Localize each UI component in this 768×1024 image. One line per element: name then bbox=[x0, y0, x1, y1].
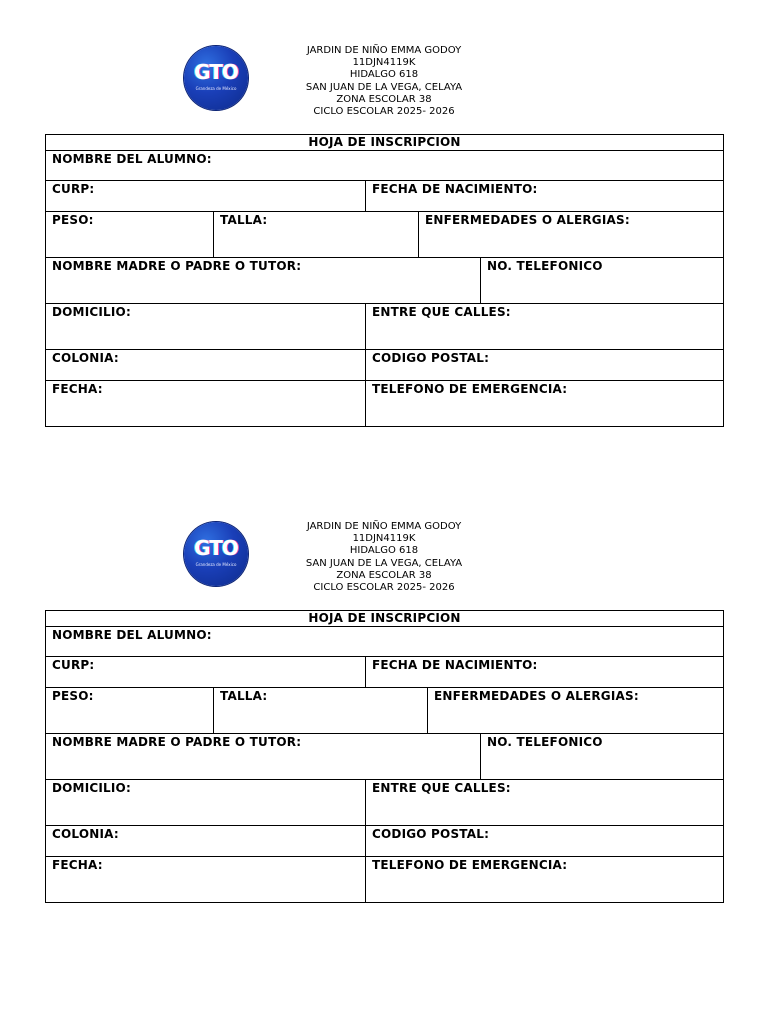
curp-label: CURP: bbox=[52, 182, 95, 196]
logo-subtext: Grandeza de México bbox=[195, 562, 237, 567]
enrollment-form-1 bbox=[45, 44, 723, 427]
neighborhood-label: COLONIA: bbox=[52, 827, 119, 841]
illnesses-field[interactable] bbox=[419, 212, 724, 258]
illnesses-label: ENFERMEDADES O ALERGIAS: bbox=[425, 213, 630, 227]
birthdate-label: FECHA DE NACIMIENTO: bbox=[372, 658, 538, 672]
school-zone: ZONA ESCOLAR 38 bbox=[336, 569, 432, 581]
address-field[interactable] bbox=[46, 780, 366, 826]
postal-code-label: CODIGO POSTAL: bbox=[372, 351, 490, 365]
date-label: FECHA: bbox=[52, 858, 103, 872]
gto-logo bbox=[184, 46, 248, 110]
emergency-phone-label: TELEFONO DE EMERGENCIA: bbox=[372, 858, 568, 872]
school-name: JARDIN DE NIÑO EMMA GODOY bbox=[306, 45, 462, 56]
school-street: HIDALGO 618 bbox=[349, 545, 419, 557]
neighborhood-field[interactable] bbox=[46, 350, 366, 381]
phone-field[interactable] bbox=[481, 258, 724, 304]
date-label: FECHA: bbox=[52, 382, 103, 396]
weight-field[interactable] bbox=[46, 688, 214, 734]
curp-field[interactable] bbox=[46, 657, 366, 688]
school-name: JARDIN DE NIÑO EMMA GODOY bbox=[306, 521, 462, 532]
logo-text: GTO bbox=[194, 60, 238, 84]
illnesses-field[interactable] bbox=[428, 688, 724, 734]
phone-field[interactable] bbox=[481, 734, 724, 780]
emergency-phone-field[interactable] bbox=[366, 857, 724, 903]
school-city: SAN JUAN DE LA VEGA, CELAYA bbox=[305, 81, 463, 93]
enrollment-table bbox=[45, 134, 724, 427]
school-street: HIDALGO 618 bbox=[349, 69, 419, 81]
student-name-label: NOMBRE DEL ALUMNO: bbox=[52, 152, 212, 166]
gto-logo bbox=[184, 522, 248, 586]
birthdate-field[interactable] bbox=[366, 181, 724, 212]
phone-label: NO. TELEFONICO bbox=[487, 259, 603, 273]
neighborhood-label: COLONIA: bbox=[52, 351, 119, 365]
weight-field[interactable] bbox=[46, 212, 214, 258]
postal-code-label: CODIGO POSTAL: bbox=[372, 827, 490, 841]
height-field[interactable] bbox=[214, 688, 428, 734]
emergency-phone-label: TELEFONO DE EMERGENCIA: bbox=[372, 382, 568, 396]
date-field[interactable] bbox=[46, 381, 366, 427]
school-info bbox=[280, 45, 488, 118]
form-header bbox=[45, 520, 723, 610]
height-label: TALLA: bbox=[220, 213, 268, 227]
school-zone: ZONA ESCOLAR 38 bbox=[336, 93, 432, 105]
address-label: DOMICILIO: bbox=[52, 305, 131, 319]
birthdate-label: FECHA DE NACIMIENTO: bbox=[372, 182, 538, 196]
cross-streets-label: ENTRE QUE CALLES: bbox=[372, 305, 511, 319]
cross-streets-label: ENTRE QUE CALLES: bbox=[372, 781, 511, 795]
form-header bbox=[45, 44, 723, 134]
student-name-field[interactable] bbox=[46, 627, 724, 657]
school-code: 11DJN4119K bbox=[352, 533, 416, 545]
enrollment-form-2 bbox=[45, 520, 723, 903]
school-cycle: CICLO ESCOLAR 2025- 2026 bbox=[313, 582, 455, 594]
postal-code-field[interactable] bbox=[366, 350, 724, 381]
school-info bbox=[280, 521, 488, 594]
postal-code-field[interactable] bbox=[366, 826, 724, 857]
height-field[interactable] bbox=[214, 212, 419, 258]
school-city: SAN JUAN DE LA VEGA, CELAYA bbox=[305, 557, 463, 569]
weight-label: PESO: bbox=[52, 689, 94, 703]
logo-subtext: Grandeza de México bbox=[195, 86, 237, 91]
height-label: TALLA: bbox=[220, 689, 268, 703]
address-field[interactable] bbox=[46, 304, 366, 350]
neighborhood-field[interactable] bbox=[46, 826, 366, 857]
student-name-label: NOMBRE DEL ALUMNO: bbox=[52, 628, 212, 642]
address-label: DOMICILIO: bbox=[52, 781, 131, 795]
school-code: 11DJN4119K bbox=[352, 57, 416, 69]
guardian-name-label: NOMBRE MADRE O PADRE O TUTOR: bbox=[52, 259, 302, 273]
curp-field[interactable] bbox=[46, 181, 366, 212]
logo-text: GTO bbox=[194, 536, 238, 560]
guardian-name-field[interactable] bbox=[46, 734, 481, 780]
school-cycle: CICLO ESCOLAR 2025- 2026 bbox=[313, 106, 455, 118]
guardian-name-field[interactable] bbox=[46, 258, 481, 304]
birthdate-field[interactable] bbox=[366, 657, 724, 688]
form-title: HOJA DE INSCRIPCION bbox=[46, 611, 724, 627]
date-field[interactable] bbox=[46, 857, 366, 903]
phone-label: NO. TELEFONICO bbox=[487, 735, 603, 749]
cross-streets-field[interactable] bbox=[366, 304, 724, 350]
student-name-field[interactable] bbox=[46, 151, 724, 181]
illnesses-label: ENFERMEDADES O ALERGIAS: bbox=[434, 689, 639, 703]
enrollment-table bbox=[45, 610, 724, 903]
guardian-name-label: NOMBRE MADRE O PADRE O TUTOR: bbox=[52, 735, 302, 749]
form-title: HOJA DE INSCRIPCION bbox=[46, 135, 724, 151]
emergency-phone-field[interactable] bbox=[366, 381, 724, 427]
cross-streets-field[interactable] bbox=[366, 780, 724, 826]
weight-label: PESO: bbox=[52, 213, 94, 227]
curp-label: CURP: bbox=[52, 658, 95, 672]
